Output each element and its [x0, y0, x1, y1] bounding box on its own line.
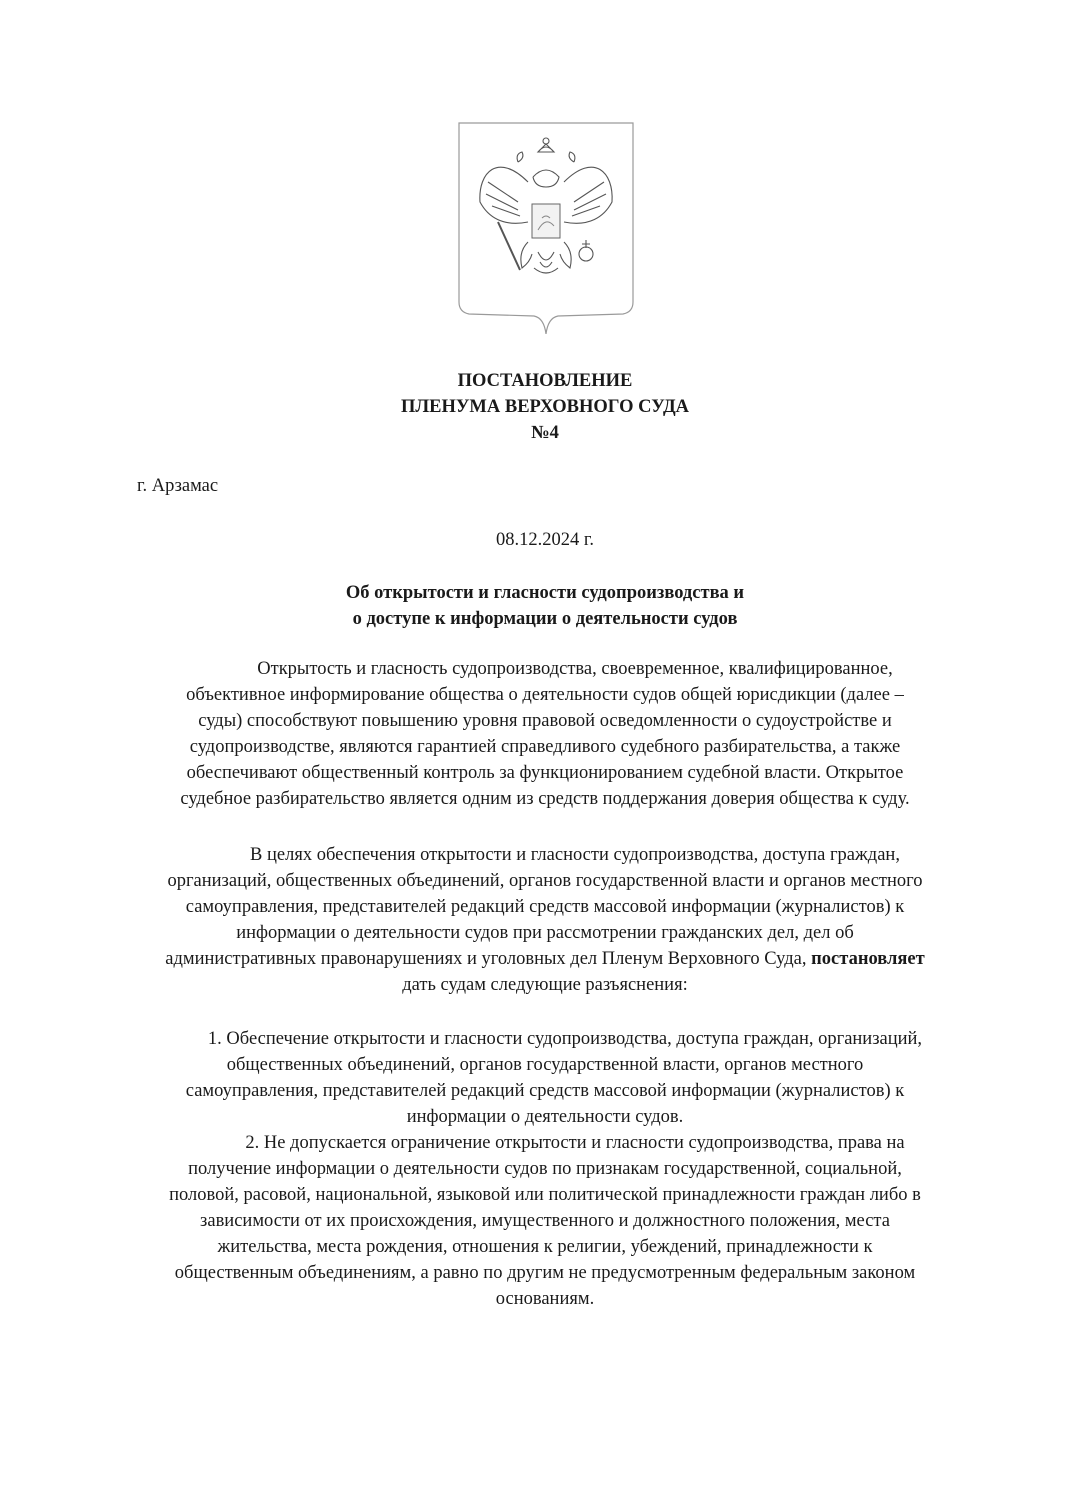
text-line: организаций, общественных объединений, органов государственной власти и органов местного: [167, 871, 923, 891]
text-line: судопроизводстве, являются гарантией справедливого судебного разбирательства, а также: [189, 737, 901, 757]
text-fragment: административных правонарушениях и уголовных дел Пленум Верховного Суда,: [165, 949, 807, 969]
coat-of-arms-icon: [458, 122, 634, 334]
text-line: 2. Не допускается ограничение открытости и гласности судопроизводства, права на: [245, 1133, 905, 1153]
resolution-verb: постановляет: [811, 949, 925, 969]
text-line: основаниям.: [495, 1289, 595, 1309]
city: г. Арзамас: [137, 476, 219, 496]
text-line: суды) способствуют повышению уровня правовой осведомленности о судоустройстве и: [198, 711, 892, 731]
issuing-body-heading: ПЛЕНУМА ВЕРХОВНОГО СУДА: [400, 397, 690, 417]
title-line-1: Об открытости и гласности судопроизводства и: [345, 583, 745, 603]
text-line: общественных объединений, органов государственной власти, органов местного: [226, 1055, 864, 1075]
text-line: общественным объединениям, а равно по другим не предусмотренным федеральным законом: [174, 1263, 916, 1283]
text-line: информации о деятельности судов.: [406, 1107, 684, 1127]
text-line: В целях обеспечения открытости и гласности судопроизводства, доступа граждан,: [250, 845, 900, 865]
text-line-with-bold: [0, 949, 1080, 970]
text-line: обеспечивают общественный контроль за функционированием судебной власти. Открытое: [186, 763, 904, 783]
text-line: 1. Обеспечение открытости и гласности судопроизводства, доступа граждан, организаций,: [207, 1029, 923, 1049]
text-line: информации о деятельности судов при рассмотрении гражданских дел, дел об: [236, 923, 854, 943]
text-line: самоуправления, представителей редакций средств массовой информации (журналистов) к: [185, 897, 905, 917]
text-line: дать судам следующие разъяснения:: [402, 975, 688, 995]
text-line: получение информации о деятельности судов по признакам государственной, социальной,: [188, 1159, 902, 1179]
text-line: жительства, места рождения, отношения к религии, убеждений, принадлежности к: [217, 1237, 873, 1257]
title-line-2: о доступе к информации о деятельности судов: [352, 609, 738, 629]
document-type-heading: ПОСТАНОВЛЕНИЕ: [457, 371, 633, 391]
text-line: судебное разбирательство является одним из средств поддержания доверия общества к суду.: [180, 789, 910, 809]
text-line: объективное информирование общества о деятельности судов общей юрисдикции (далее –: [186, 685, 904, 705]
document-date: 08.12.2024 г.: [495, 530, 594, 550]
text-line: самоуправления, представителей редакций средств массовой информации (журналистов) к: [185, 1081, 905, 1101]
text-line: Открытость и гласность судопроизводства, своевременное, квалифицированное,: [257, 659, 893, 679]
text-line: зависимости от их происхождения, имущественного и должностного положения, места: [200, 1211, 890, 1231]
text-line: половой, расовой, национальной, языковой или политической принадлежности граждан либо в: [169, 1185, 921, 1205]
document-number: №4: [531, 423, 559, 443]
